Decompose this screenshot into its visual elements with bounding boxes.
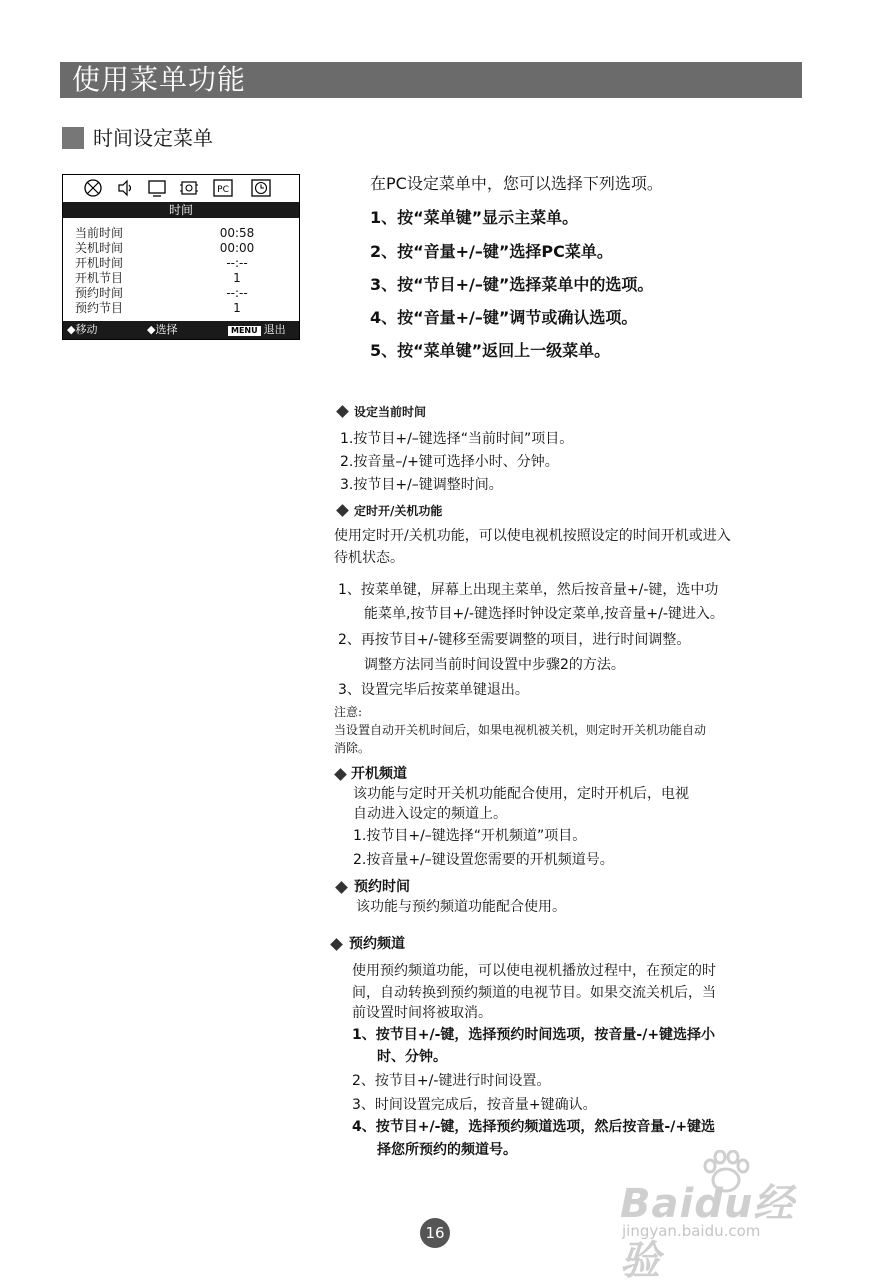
diamond-bullet-icon bbox=[335, 881, 348, 894]
set-time-step: 1.按节目+/–键选择“当前时间”项目。 bbox=[340, 431, 574, 447]
note-label: 注意: bbox=[334, 705, 363, 719]
osd-row-label: 预约节目 bbox=[75, 301, 124, 315]
osd-row-value: 00:58 bbox=[219, 226, 255, 240]
note-line: 当设置自动开关机时间后，如果电视机被关机，则定时开关机功能自动 bbox=[334, 723, 707, 737]
diamond-bullet-icon bbox=[330, 938, 343, 951]
timer-desc-line: 待机状态。 bbox=[334, 550, 404, 566]
osd-title: 时间 bbox=[63, 202, 299, 218]
osd-row-label: 预约时间 bbox=[75, 286, 124, 300]
diamond-bullet-icon bbox=[336, 405, 349, 418]
osd-footer-move: ◆移动 bbox=[67, 323, 98, 336]
osd-footer-select: ◆选择 bbox=[147, 323, 178, 336]
intro-text: 在PC设定菜单中，您可以选择下列选项。 bbox=[370, 174, 663, 193]
reserve-channel-step: 1、按节目+/-键，选择预约时间选项，按音量-/+键选择小 bbox=[352, 1027, 716, 1043]
timer-step: 能菜单,按节目+/-键选择时钟设定菜单,按音量+/-键进入。 bbox=[364, 606, 724, 622]
diamond-bullet-icon bbox=[334, 768, 347, 781]
section-marker bbox=[62, 127, 84, 149]
watermark-url: jingyan.baidu.com bbox=[622, 1222, 761, 1240]
osd-row-on-time bbox=[75, 256, 275, 271]
clock-icon bbox=[251, 178, 271, 198]
osd-row-current-time bbox=[75, 226, 275, 241]
function-icon bbox=[179, 178, 199, 198]
osd-icon-bar bbox=[63, 175, 299, 201]
reserve-time-heading: 预约时间 bbox=[354, 879, 410, 895]
watermark-brand: Baidu经验 bbox=[620, 1181, 795, 1284]
osd-row-label: 开机节目 bbox=[75, 271, 124, 285]
osd-menu-key: MENU bbox=[228, 326, 261, 336]
osd-row-value: 00:00 bbox=[219, 241, 255, 255]
osd-footer-exit: 退出 bbox=[263, 323, 286, 336]
reserve-channel-step: 3、时间设置完成后，按音量+键确认。 bbox=[352, 1097, 597, 1113]
reserve-channel-step: 择您所预约的频道号。 bbox=[377, 1142, 517, 1158]
power-on-channel-heading: 开机频道 bbox=[351, 766, 407, 782]
timer-step: 调整方法同当前时间设置中步骤2的方法。 bbox=[364, 657, 625, 673]
power-on-channel-desc: 自动进入设定的频道上。 bbox=[353, 806, 507, 822]
timer-step: 2、再按节目+/-键移至需要调整的项目，进行时间调整。 bbox=[338, 632, 691, 648]
osd-row-value: --:-- bbox=[226, 256, 248, 270]
power-on-channel-step: 1.按节目+/–键选择“开机频道”项目。 bbox=[353, 828, 587, 844]
power-on-channel-desc: 该功能与定时开关机功能配合使用，定时开机后，电视 bbox=[353, 786, 689, 802]
reserve-channel-step: 2、按节目+/-键进行时间设置。 bbox=[352, 1073, 551, 1089]
osd-row-label: 开机时间 bbox=[75, 256, 124, 270]
intro-step: 1、按“菜单键”显示主菜单。 bbox=[370, 208, 579, 227]
timer-heading: 定时开/关机功能 bbox=[354, 504, 443, 518]
reserve-channel-desc: 间，自动转换到预约频道的电视节目。如果交流关机后，当 bbox=[352, 985, 716, 1001]
set-time-step: 2.按音量–/+键可选择小时、分钟。 bbox=[340, 454, 559, 470]
note-line: 消除。 bbox=[334, 741, 371, 755]
timer-step: 3、设置完毕后按菜单键退出。 bbox=[338, 682, 529, 698]
svg-text:PC: PC bbox=[217, 185, 229, 195]
osd-row-value: 1 bbox=[233, 301, 241, 315]
picture-icon bbox=[83, 178, 103, 198]
diamond-bullet-icon bbox=[336, 504, 349, 517]
set-time-step: 3.按节目+/–键调整时间。 bbox=[340, 477, 503, 493]
reserve-channel-step: 4、按节目+/-键，选择预约频道选项，然后按音量-/+键选 bbox=[352, 1119, 716, 1135]
pc-icon bbox=[213, 178, 233, 198]
sound-icon bbox=[115, 178, 135, 198]
watermark bbox=[620, 1150, 830, 1284]
intro-step: 2、按“音量+/–键”选择PC菜单。 bbox=[370, 242, 613, 261]
reserve-channel-heading: 预约频道 bbox=[349, 936, 405, 952]
intro-step: 4、按“音量+/–键”调节或确认选项。 bbox=[370, 308, 638, 327]
reserve-channel-desc: 使用预约频道功能，可以使电视机播放过程中，在预定的时 bbox=[352, 963, 716, 979]
reserve-channel-step: 时、分钟。 bbox=[377, 1049, 447, 1065]
power-on-channel-step: 2.按音量+/–键设置您需要的开机频道号。 bbox=[353, 852, 614, 868]
page-number: 16 bbox=[420, 1218, 450, 1248]
osd-row-value: --:-- bbox=[226, 286, 248, 300]
reserve-time-desc: 该功能与预约频道功能配合使用。 bbox=[356, 899, 566, 915]
screen-icon bbox=[147, 178, 167, 198]
osd-row-value: 1 bbox=[233, 271, 241, 285]
osd-row-reserve-time bbox=[75, 286, 275, 301]
osd-row-off-time bbox=[75, 241, 275, 256]
osd-row-label: 关机时间 bbox=[75, 241, 124, 255]
osd-row-reserve-program bbox=[75, 301, 275, 316]
osd-row-label: 当前时间 bbox=[75, 226, 124, 240]
osd-footer bbox=[63, 321, 299, 339]
timer-step: 1、按菜单键，屏幕上出现主菜单，然后按音量+/-键，选中功 bbox=[338, 582, 719, 598]
section-title: 时间设定菜单 bbox=[93, 126, 213, 150]
set-time-heading: 设定当前时间 bbox=[354, 405, 427, 419]
reserve-channel-desc: 前设置时间将被取消。 bbox=[352, 1005, 492, 1021]
osd-row-on-program bbox=[75, 271, 275, 286]
timer-desc-line: 使用定时开/关机功能，可以使电视机按照设定的时间开机或进入 bbox=[334, 528, 731, 544]
page-title: 使用菜单功能 bbox=[72, 63, 247, 96]
intro-step: 5、按“菜单键”返回上一级菜单。 bbox=[370, 341, 611, 360]
intro-step: 3、按“节目+/–键”选择菜单中的选项。 bbox=[370, 275, 654, 294]
osd-menu-illustration bbox=[62, 174, 300, 340]
